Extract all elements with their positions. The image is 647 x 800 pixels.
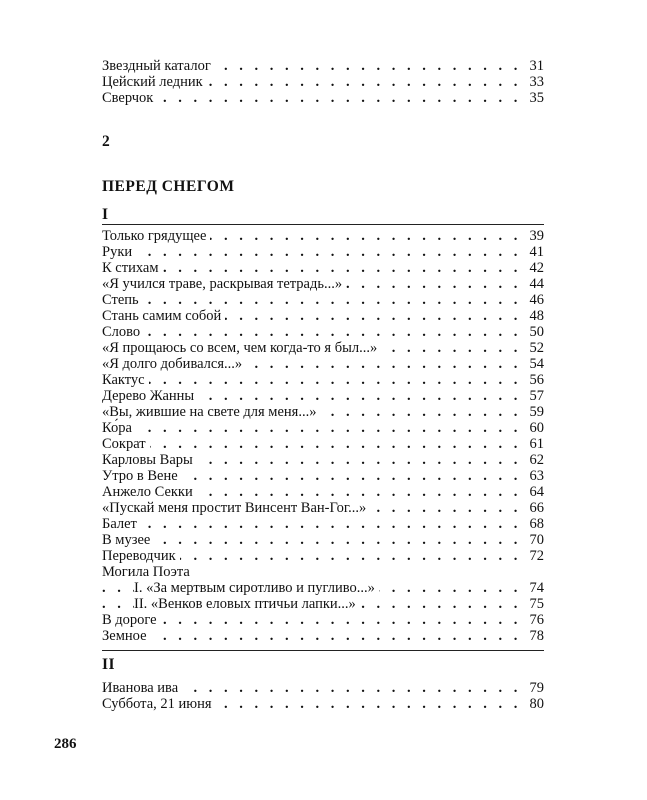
- dot-leader: [102, 420, 518, 436]
- toc-entry: [102, 628, 544, 644]
- toc-entry-title: «Пускай меня простит Винсент Ван-Гог...»: [102, 500, 370, 516]
- dot-leader: [102, 532, 518, 548]
- toc-entry-page: 68: [518, 516, 544, 532]
- toc-entry-page: 35: [518, 90, 544, 106]
- toc-entry-page: 52: [518, 340, 544, 356]
- toc-entry-title: Только грядущее: [102, 228, 210, 244]
- toc-entry-title: Переводчик: [102, 548, 180, 564]
- toc-entry-title: Кактус: [102, 372, 149, 388]
- toc-entry-title: Дерево Жанны: [102, 388, 198, 404]
- toc-entry-title: Цейский ледник: [102, 74, 207, 90]
- toc-entry-page: 41: [518, 244, 544, 260]
- toc-entry-title: «Я прощаюсь со всем, чем когда-то я был...»: [102, 340, 381, 356]
- toc-entry-title: Суббота, 21 июня: [102, 696, 216, 712]
- toc-entry: [102, 74, 544, 90]
- toc-entry-title: Могила Поэта: [102, 564, 194, 580]
- toc-entry-page: 63: [518, 468, 544, 484]
- dot-leader: [102, 244, 518, 260]
- toc-entry: [102, 696, 544, 712]
- section-title: ПЕРЕД СНЕГОМ: [102, 178, 235, 195]
- toc-entry-page: 44: [518, 276, 544, 292]
- toc-entry-page: 61: [518, 436, 544, 452]
- toc-entry-page: 50: [518, 324, 544, 340]
- toc-entry-title: В дороге: [102, 612, 161, 628]
- toc-entry-page: 75: [518, 596, 544, 612]
- toc-entry-page: 70: [518, 532, 544, 548]
- toc-entry-page: 76: [518, 612, 544, 628]
- toc-entry: [102, 420, 544, 436]
- toc-entry: [102, 516, 544, 532]
- toc-entry: [102, 680, 544, 696]
- toc-entry: [102, 372, 544, 388]
- toc-entry-title: Руки: [102, 244, 136, 260]
- toc-entry: [102, 580, 544, 596]
- toc-entry-title: Анжело Секки: [102, 484, 197, 500]
- toc-entry-title: Звездный каталог: [102, 58, 215, 74]
- toc-section-two-list: [102, 680, 544, 712]
- toc-entry-page: 80: [518, 696, 544, 712]
- toc-entry-page: 33: [518, 74, 544, 90]
- toc-entry-title: «Я учился траве, раскрывая тетрадь...»: [102, 276, 346, 292]
- toc-entry-page: 56: [518, 372, 544, 388]
- toc-section-one-list: [102, 228, 544, 644]
- toc-entry-page: 57: [518, 388, 544, 404]
- toc-entry-page: 78: [518, 628, 544, 644]
- toc-entry-page: 72: [518, 548, 544, 564]
- toc-entry-page: 42: [518, 260, 544, 276]
- page-number: 286: [54, 736, 77, 752]
- toc-entry: [102, 564, 544, 580]
- toc-entry: [102, 228, 544, 244]
- toc-entry: [102, 484, 544, 500]
- toc-entry-title: Иванова ива: [102, 680, 182, 696]
- toc-entry: [102, 292, 544, 308]
- toc-entry-title: «Я долго добивался...»: [102, 356, 246, 372]
- subsection-two-label: II: [102, 656, 116, 673]
- toc-entry: [102, 244, 544, 260]
- toc-entry-page: 74: [518, 580, 544, 596]
- toc-entry: [102, 436, 544, 452]
- toc-entry-title: Утро в Вене: [102, 468, 182, 484]
- dot-leader: [102, 292, 518, 308]
- toc-entry: [102, 532, 544, 548]
- toc-entry: [102, 452, 544, 468]
- subsection-two-rule: [102, 650, 544, 651]
- part-number: 2: [102, 133, 111, 150]
- toc-entry: [102, 388, 544, 404]
- toc-entry-title: Стань самим собой: [102, 308, 225, 324]
- toc-entry: [102, 90, 544, 106]
- toc-entry: [102, 612, 544, 628]
- toc-entry-title: Слово: [102, 324, 144, 340]
- toc-entry: [102, 468, 544, 484]
- toc-entry-title: «Вы, жившие на свете для меня...»: [102, 404, 320, 420]
- subsection-one-rule: [102, 224, 544, 225]
- dot-leader: [102, 324, 518, 340]
- toc-entry-title: Ко́ра: [102, 420, 136, 436]
- toc-entry: [102, 308, 544, 324]
- toc-entry-title: Балет: [102, 516, 141, 532]
- toc-entry-page: 64: [518, 484, 544, 500]
- toc-entry-page: 48: [518, 308, 544, 324]
- toc-entry-title: I. «За мертвым сиротливо и пугливо...»: [134, 580, 379, 596]
- toc-entry: [102, 340, 544, 356]
- toc-entry: [102, 548, 544, 564]
- toc-entry-page: 60: [518, 420, 544, 436]
- toc-entry-page: 66: [518, 500, 544, 516]
- toc-entry: [102, 596, 544, 612]
- toc-entry-title: К стихам: [102, 260, 163, 276]
- toc-entry-title: II. «Венков еловых птичьи лапки...»: [134, 596, 360, 612]
- dot-leader: [102, 372, 518, 388]
- toc-entry-page: 62: [518, 452, 544, 468]
- toc-entry-title: Сократ: [102, 436, 150, 452]
- toc-entry-title: Земное: [102, 628, 151, 644]
- dot-leader: [102, 516, 518, 532]
- dot-leader: [102, 628, 518, 644]
- toc-entry-page: 59: [518, 404, 544, 420]
- toc-top-list: [102, 58, 544, 106]
- toc-entry: [102, 276, 544, 292]
- toc-entry-page: 39: [518, 228, 544, 244]
- toc-entry: [102, 356, 544, 372]
- toc-entry: [102, 500, 544, 516]
- subsection-one-label: I: [102, 206, 109, 223]
- dot-leader: [102, 260, 518, 276]
- toc-entry-title: В музее: [102, 532, 154, 548]
- toc-entry-page: 79: [518, 680, 544, 696]
- dot-leader: [102, 436, 518, 452]
- toc-entry: [102, 58, 544, 74]
- toc-entry-page: 31: [518, 58, 544, 74]
- toc-entry-page: 54: [518, 356, 544, 372]
- toc-entry: [102, 260, 544, 276]
- toc-entry-page: 46: [518, 292, 544, 308]
- toc-entry: [102, 324, 544, 340]
- toc-entry-title: Степь: [102, 292, 143, 308]
- dot-leader: [102, 90, 518, 106]
- dot-leader: [102, 612, 518, 628]
- toc-entry-title: Сверчок: [102, 90, 157, 106]
- toc-entry: [102, 404, 544, 420]
- toc-entry-title: Карловы Вары: [102, 452, 197, 468]
